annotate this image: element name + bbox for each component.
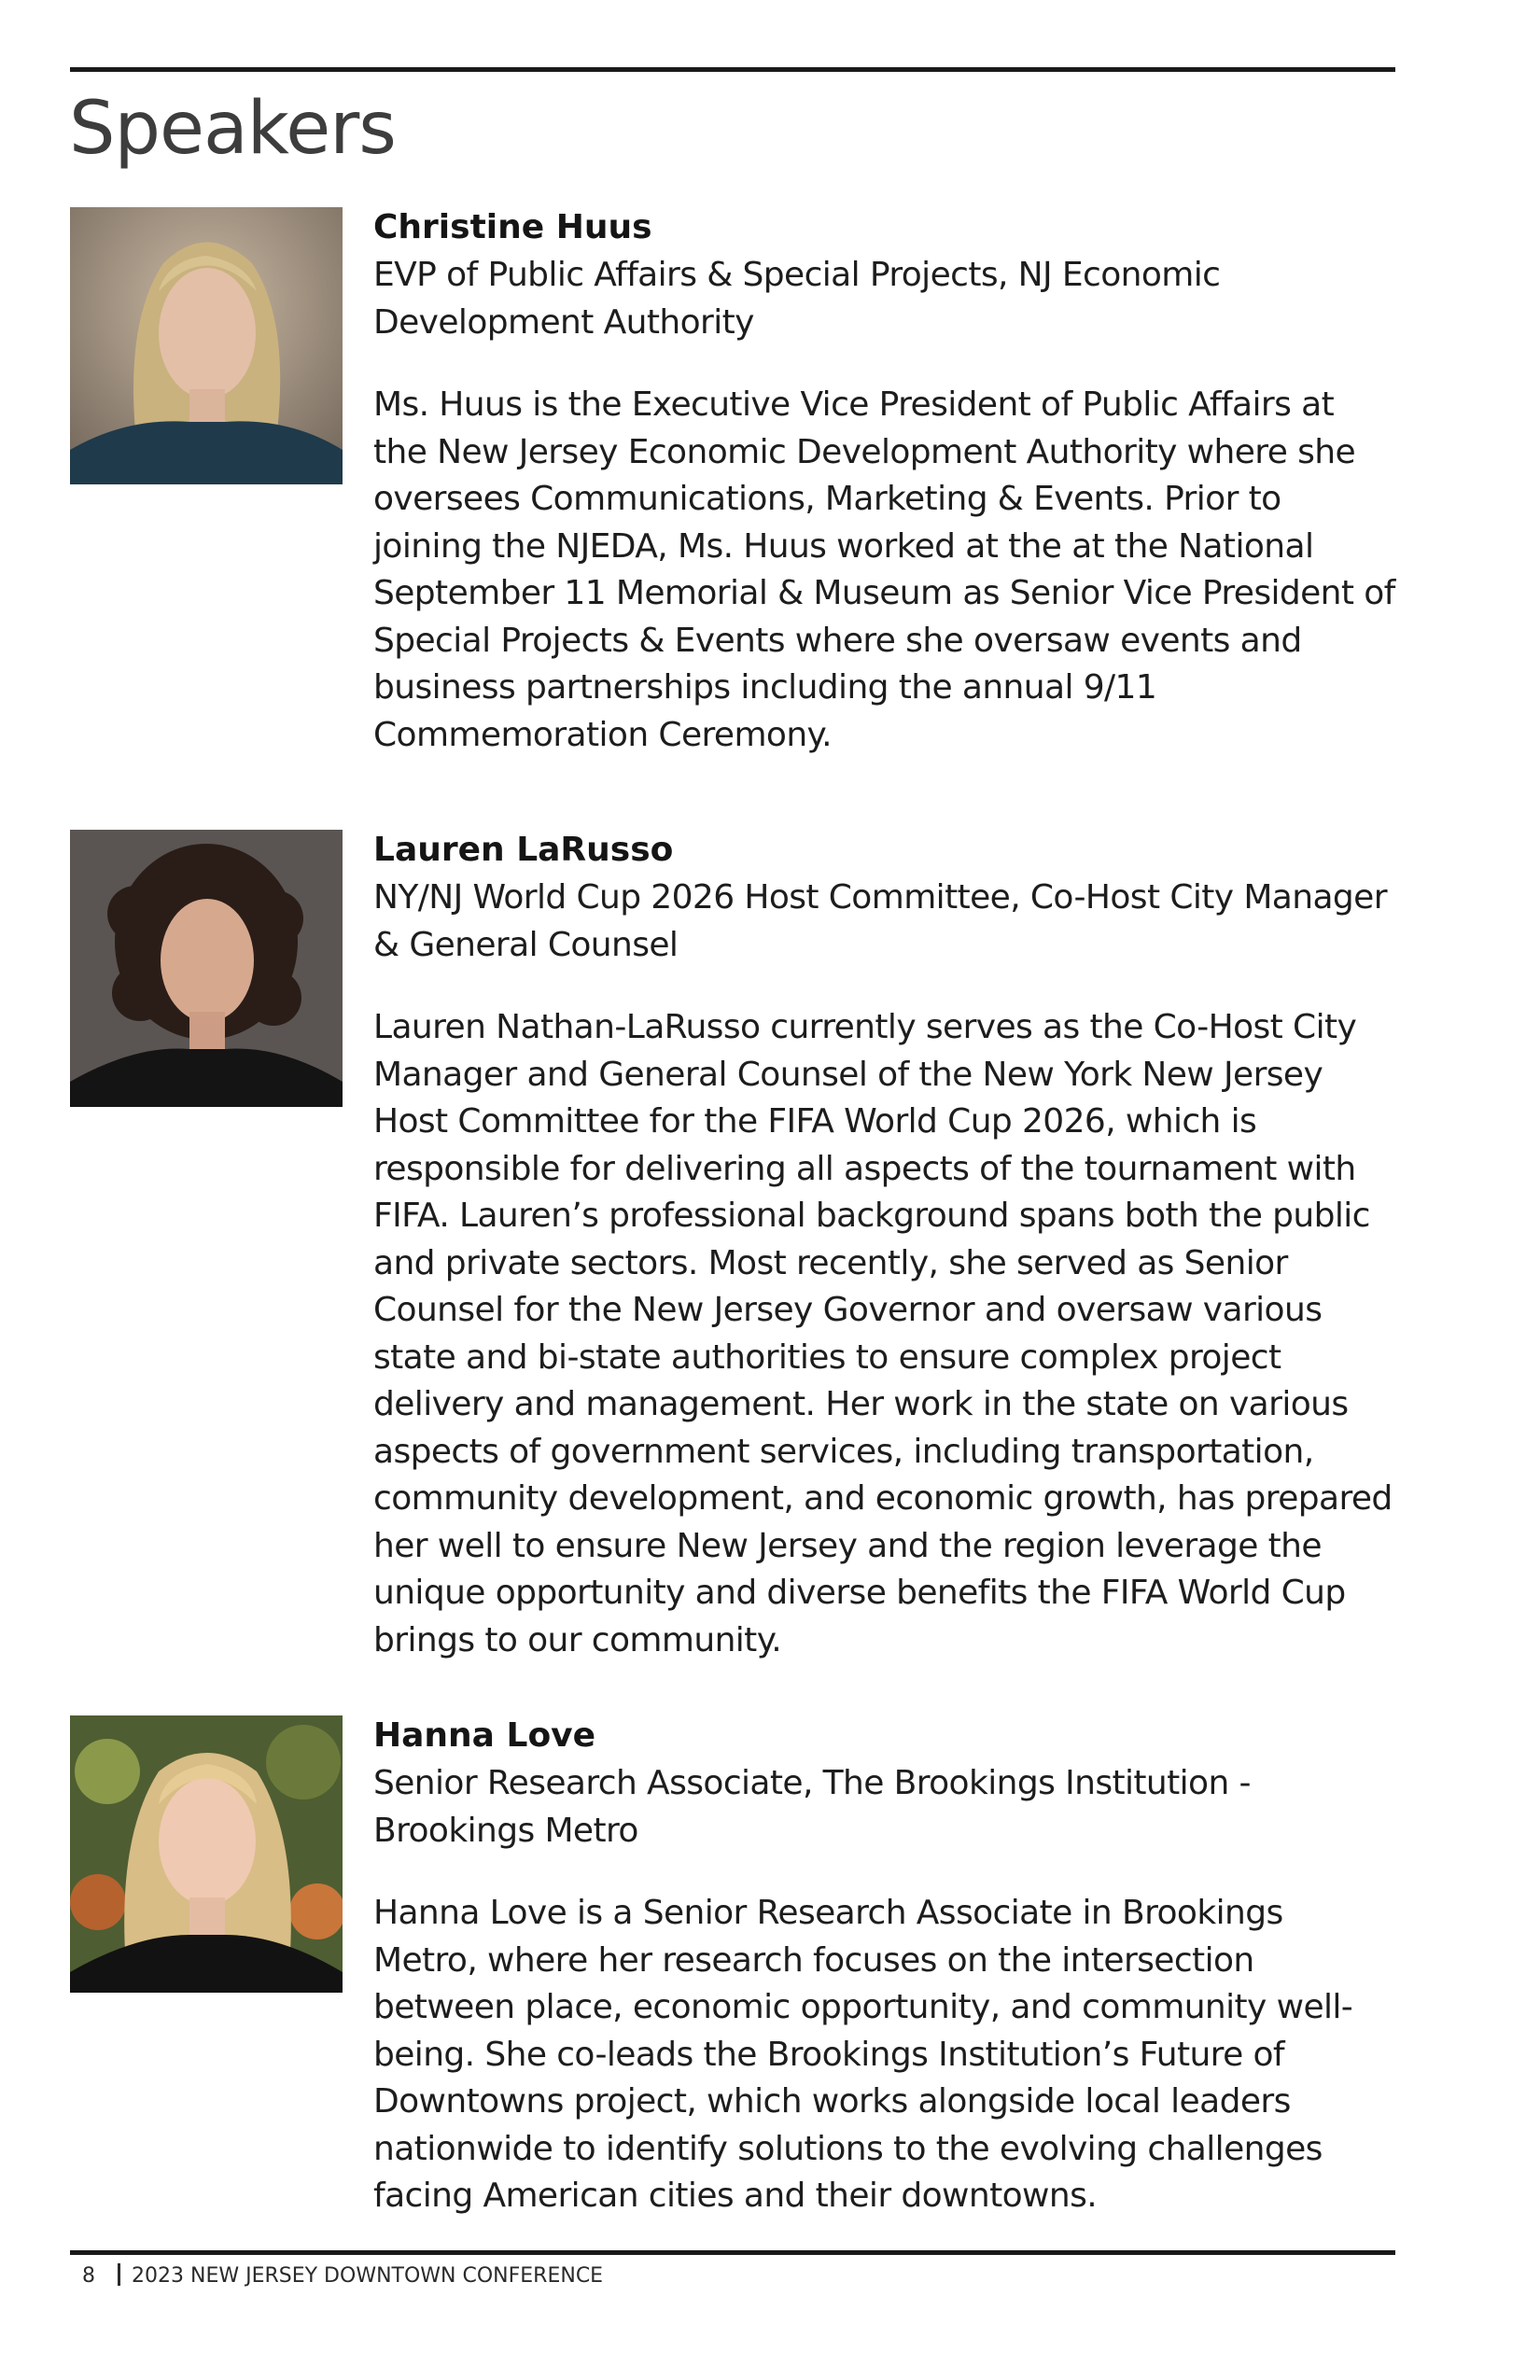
speaker-name: Hanna Love <box>373 1716 596 1755</box>
speaker-role: Senior Research Associate, The Brookings Institution - Brookings Metro <box>373 1764 1251 1850</box>
page-footer <box>82 2262 603 2290</box>
speaker-role: NY/NJ World Cup 2026 Host Committee, Co-Host City Manager & General Counsel <box>373 878 1387 964</box>
portrait-image <box>70 830 343 1107</box>
portrait-image <box>70 1715 343 1993</box>
speaker-photo <box>70 1715 343 1993</box>
page-title: Speakers <box>69 87 396 171</box>
speaker-name: Christine Huus <box>373 208 652 246</box>
top-rule <box>70 67 1395 72</box>
speaker-role: EVP of Public Affairs & Special Projects, NJ Economic Development Authority <box>373 256 1221 342</box>
conference-name: 2023 NEW JERSEY DOWNTOWN CONFERENCE <box>132 2264 604 2288</box>
speaker-photo <box>70 830 343 1107</box>
portrait-image <box>70 207 343 484</box>
speaker-bio: Hanna Love is a Senior Research Associate in Brookings Metro, where her research focuses on the intersection between place, economic opportunity, and community well-being. She co-leads the Brookings Institution’s Future of Downtowns project, which works alongside local leaders nationwide to identify solutions to the evolving challenges facing American cities and their downtowns. <box>373 1894 1353 2215</box>
bottom-rule <box>70 2250 1395 2255</box>
footer-divider <box>118 2263 120 2286</box>
speaker-photo <box>70 207 343 484</box>
speaker-bio: Lauren Nathan-LaRusso currently serves as the Co-Host City Manager and General Counsel of the New York New Jersey Host Committee for the FIFA World Cup 2026, which is responsible for delivering all aspects of the tournament with FIFA. Lauren’s professional background spans both the public and private sectors. Most recently, she served as Senior Counsel for the New Jersey Governor and oversaw various state and bi-state authorities to ensure complex project delivery and management. Her work in the state on various aspects of government services, including transportation, community development, and economic growth, has prepared her well to ensure New Jersey and the region leverage the unique opportunity and diverse benefits the FIFA World Cup brings to our community. <box>373 1008 1393 1659</box>
page-number: 8 <box>82 2264 95 2288</box>
speaker-text <box>373 207 1395 759</box>
speaker-bio: Ms. Huus is the Executive Vice President of Public Affairs at the New Jersey Economic Development Authority where she oversees Communications, Marketing & Events. Prior to joining the NJEDA, Ms. Huus worked at the at the National September 11 Memorial & Museum as Senior Vice President of Special Projects & Events where she oversaw events and business partnerships including the annual 9/11 Commemoration Ceremony. <box>373 385 1395 754</box>
speaker-text <box>373 1715 1395 2220</box>
speaker-name: Lauren LaRusso <box>373 831 674 869</box>
speaker-text <box>373 830 1395 1664</box>
